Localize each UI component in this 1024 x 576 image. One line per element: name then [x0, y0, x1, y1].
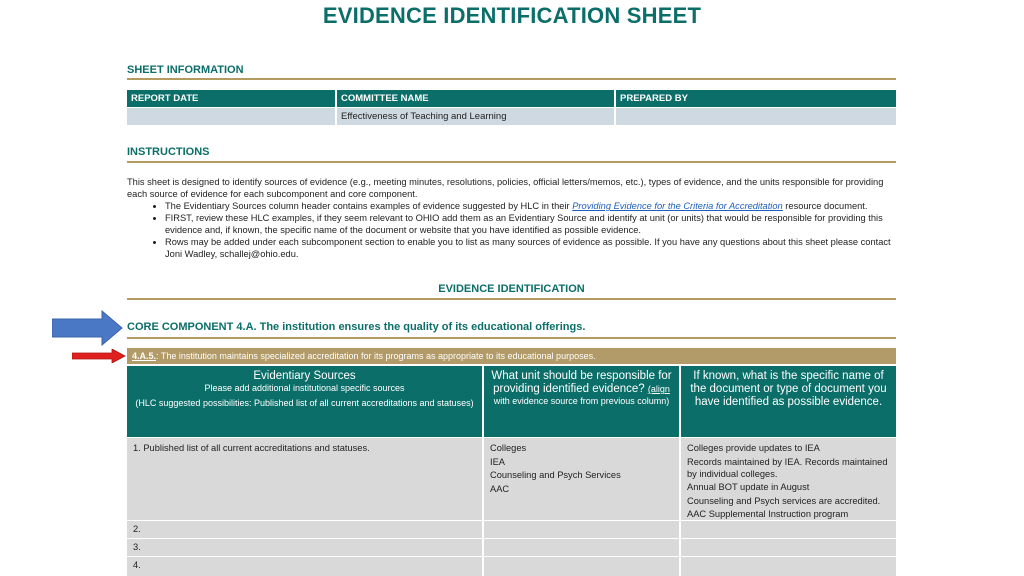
instruction-item: • The Evidentiary Sources column header contains examples of evidence suggested by HLC in their Providing Evidence for the Criteria for Accreditation resource document.: [165, 200, 896, 212]
table-row: [127, 557, 896, 576]
document-name-cell[interactable]: Colleges provide updates to IEA Records maintained by IEA. Records maintained by individual colleges. Annual BOT update in August Counseling and Psych services are accredited. AAC Supplemental Instruction program: [681, 438, 896, 520]
sheet-info-header-row: [127, 90, 896, 107]
evidence-source-cell[interactable]: 1. Published list of all current accreditations and statuses.: [127, 438, 484, 520]
committee-name-field[interactable]: Effectiveness of Teaching and Learning: [337, 108, 616, 125]
table-row: [127, 521, 896, 538]
divider: [127, 298, 896, 300]
page-title: EVIDENCE IDENTIFICATION SHEET: [322, 3, 702, 28]
sheet-info-heading: SHEET INFORMATION: [127, 64, 244, 76]
red-arrow-icon: [72, 349, 126, 363]
evidence-source-cell[interactable]: 3.: [127, 539, 484, 556]
responsible-unit-cell[interactable]: [484, 539, 681, 556]
blue-arrow-icon: [52, 310, 124, 346]
evidence-source-cell[interactable]: 2.: [127, 521, 484, 538]
instructions-body: [127, 176, 896, 260]
instruction-item: • FIRST, review these HLC examples, if they seem relevant to OHIO add them as an Evidentiary Source and identify at unit (or units) that would be responsible for providing this evidence and, if known, the specific name of the document or website that you have identified as possible evidence.: [165, 212, 896, 236]
divider: [127, 337, 896, 339]
instructions-intro: This sheet is designed to identify sources of evidence (e.g., meeting minutes, resolutions, policies, official letters/memos, etc.), types of evidence, and the units responsible for providing each source of evidence for each subcomponent and core component.: [127, 177, 884, 199]
subcomponent-bar: [127, 348, 896, 364]
responsible-unit-cell[interactable]: Colleges IEA Counseling and Psych Services AAC: [484, 438, 681, 520]
divider: [127, 161, 896, 163]
sheet-info-value-row: [127, 108, 896, 125]
table-row: [127, 539, 896, 556]
responsible-unit-cell[interactable]: [484, 521, 681, 538]
core-component-title: CORE COMPONENT 4.A. The institution ensures the quality of its educational offerings.: [127, 321, 586, 333]
document-name-cell[interactable]: [681, 539, 896, 556]
evidence-heading: EVIDENCE IDENTIFICATION: [438, 283, 585, 295]
document-name-cell[interactable]: [681, 557, 896, 576]
responsible-unit-cell[interactable]: [484, 557, 681, 576]
committee-name-header: COMMITTEE NAME: [337, 90, 616, 107]
divider: [127, 78, 896, 80]
evidence-source-cell[interactable]: 4.: [127, 557, 484, 576]
responsible-unit-header: What unit should be responsible for providing identified evidence? (align with evidence source from previous column): [484, 366, 681, 437]
instruction-item: • Rows may be added under each subcomponent section to enable you to list as many sources of evidence as possible. If you have any questions about this sheet please contact Joni Wadley, schallej@ohio.edu.: [165, 236, 896, 260]
instructions-list: [127, 200, 896, 260]
document-name-cell[interactable]: [681, 521, 896, 538]
table-row: [127, 438, 896, 520]
evidentiary-sources-header: Evidentiary Sources Please add additional institutional specific sources (HLC suggested possibilities: Published list of all current accreditations and statuses): [127, 366, 484, 437]
report-date-header: REPORT DATE: [127, 90, 337, 107]
subcomponent-code: 4.A.5.: [132, 351, 157, 361]
evidence-table-header: [127, 366, 896, 437]
document-name-header: If known, what is the specific name of the document or type of document you have identified as possible evidence.: [681, 366, 896, 437]
prepared-by-header: PREPARED BY: [616, 90, 896, 107]
report-date-field[interactable]: [127, 108, 337, 125]
hlc-resource-link[interactable]: Providing Evidence for the Criteria for Accreditation: [572, 201, 783, 211]
subcomponent-text: : The institution maintains specialized accreditation for its programs as appropriate to its educational purposes.: [156, 351, 596, 361]
instructions-heading: INSTRUCTIONS: [127, 146, 210, 158]
prepared-by-field[interactable]: [616, 108, 896, 125]
